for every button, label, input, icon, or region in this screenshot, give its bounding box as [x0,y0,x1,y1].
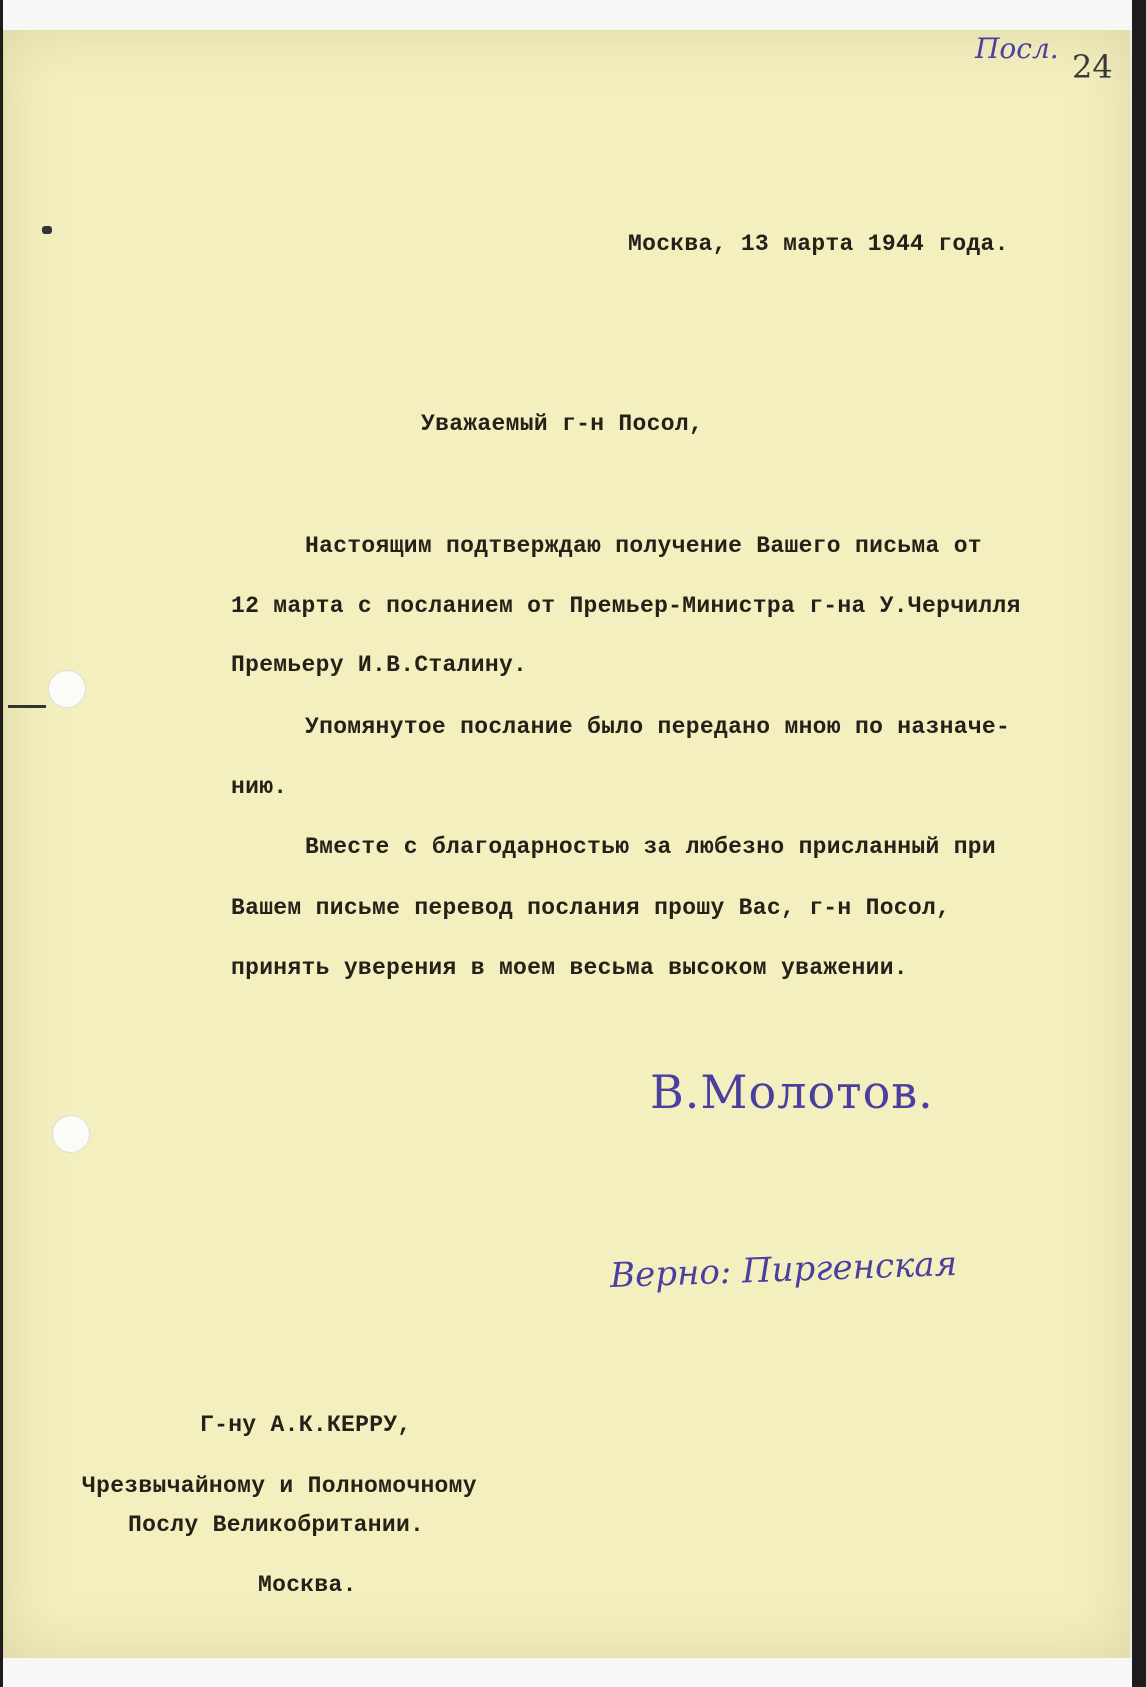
archive-corner-note: Посл. [975,32,1059,65]
addressee-role: Послу Великобритании. [128,1512,425,1538]
punch-hole-lower [52,1115,90,1153]
place-date: Москва, 13 марта 1944 года. [628,231,1009,257]
scan-bottom-margin [0,1658,1146,1687]
body-line: принять уверения в моем весьма высоком уважении. [231,955,908,981]
punch-hole-upper [48,670,86,708]
salutation: Уважаемый г-н Посол, [421,411,704,437]
scan-top-margin [0,0,1146,30]
scan-right-edge [1132,0,1146,1687]
body-line: Вместе с благодарностью за любезно присланный при [305,834,997,860]
body-line: нию. [231,774,288,800]
archive-page-number: 24 [1072,48,1113,86]
margin-pencil-mark [8,705,46,708]
addressee-city: Москва. [258,1572,357,1598]
signature: В.Молотов. [650,1065,934,1119]
scan-left-edge [0,0,3,1687]
certification-signature: Верно: Пиргенская [609,1243,958,1297]
staple-mark [42,226,52,234]
body-line: Упомянутое послание было передано мною по назначе- [305,714,1011,740]
addressee-name: Г-ну А.К.КЕРРУ, [200,1412,412,1438]
addressee-title: Чрезвычайному и Полномочному [82,1473,477,1499]
body-line: Вашем письме перевод послания прошу Вас, г-н Посол, [231,895,951,921]
body-line: 12 марта с посланием от Премьер-Министра г-на У.Черчилля [231,593,1021,619]
body-line: Премьеру И.В.Сталину. [231,652,528,678]
body-line: Настоящим подтверждаю получение Вашего письма от [305,533,982,559]
